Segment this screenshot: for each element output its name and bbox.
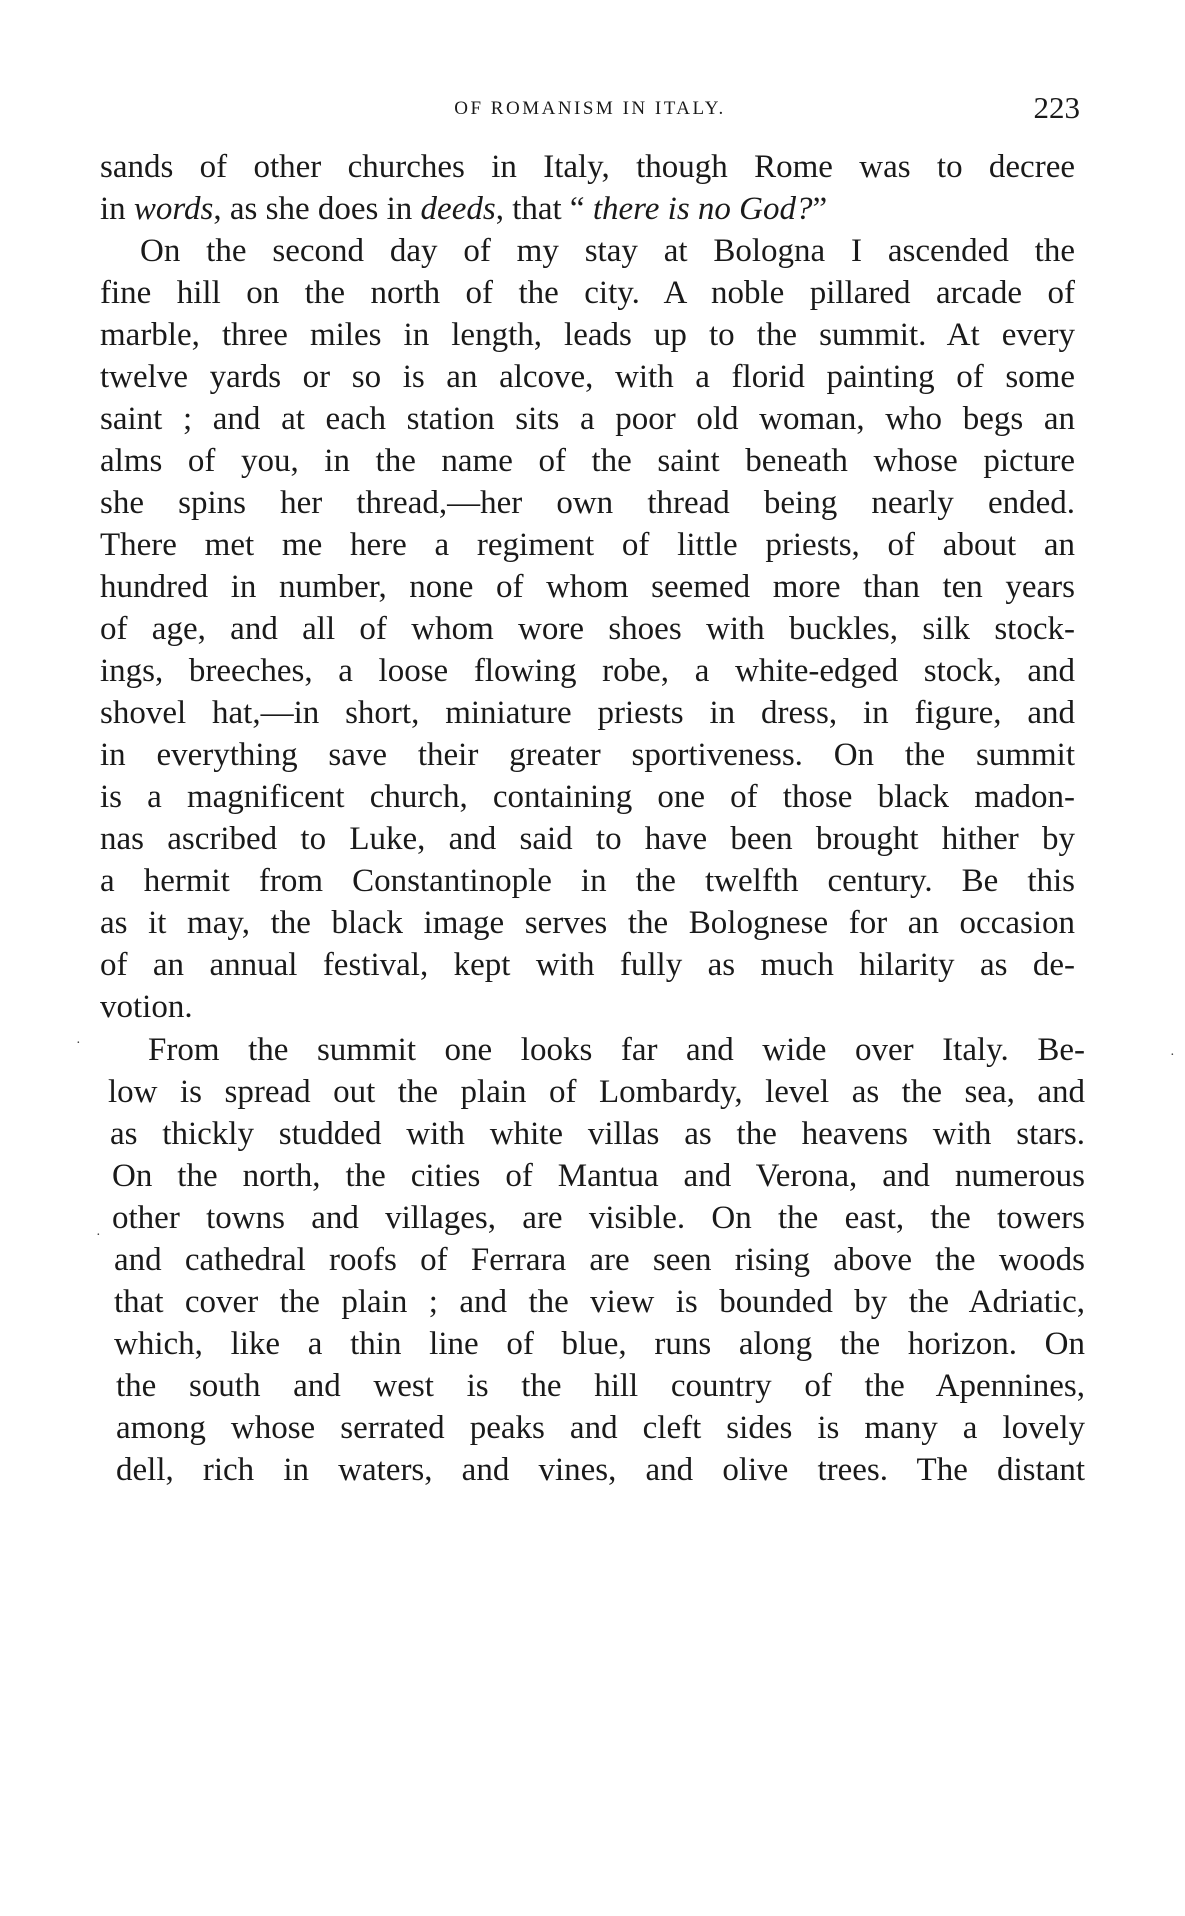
print-speck: · [76, 1036, 81, 1051]
italic-text: deeds [420, 191, 496, 227]
text-line: of an annual festival, kept with fully as much hilarity as de- [100, 947, 1075, 983]
text-line: that cover the plain ; and the view is bounded by the Adriatic, [114, 1284, 1085, 1320]
text-line: From the summit one looks far and wide over Italy. Be- [148, 1032, 1085, 1068]
text-line: among whose serrated peaks and cleft sides is many a lovely [116, 1410, 1085, 1446]
text-line [100, 189, 1075, 229]
text-line: and cathedral roofs of Ferrara are seen rising above the woods [114, 1242, 1085, 1278]
text-line: There met me here a regiment of little priests, of about an [100, 527, 1075, 563]
text-line: On the second day of my stay at Bologna I ascended the [140, 233, 1075, 269]
text-line: is a magnificent church, containing one of those black madon- [100, 779, 1075, 815]
text-line: sands of other churches in Italy, though Rome was to decree [100, 149, 1075, 185]
text-line: she spins her thread,—her own thread being nearly ended. [100, 485, 1075, 521]
text-line: fine hill on the north of the city. A noble pillared arcade of [100, 275, 1075, 311]
text-line: of age, and all of whom wore shoes with buckles, silk stock- [100, 611, 1075, 647]
text-line: low is spread out the plain of Lombardy, level as the sea, and [108, 1074, 1085, 1110]
text-line: saint ; and at each station sits a poor old woman, who begs an [100, 401, 1075, 437]
text-line: in everything save their greater sportiveness. On the summit [100, 737, 1075, 773]
text-line: as it may, the black image serves the Bolognese for an occasion [100, 905, 1075, 941]
running-head: OF ROMANISM IN ITALY. [454, 98, 726, 119]
text-line: as thickly studded with white villas as the heavens with stars. [110, 1116, 1085, 1152]
text-line: shovel hat,—in short, miniature priests in dress, in figure, and [100, 695, 1075, 731]
text-line: other towns and villages, are visible. On the east, the towers [112, 1200, 1085, 1236]
text-line: hundred in number, none of whom seemed more than ten years [100, 569, 1075, 605]
text-line: twelve yards or so is an alcove, with a florid painting of some [100, 359, 1075, 395]
text-line: On the north, the cities of Mantua and Verona, and numerous [112, 1158, 1085, 1194]
italic-text: words [133, 191, 214, 227]
text-run: , as she does in [213, 191, 421, 227]
text-line: marble, three miles in length, leads up to the summit. At every [100, 317, 1075, 353]
print-speck: · [1170, 1048, 1175, 1063]
text-line: dell, rich in waters, and vines, and olive trees. The distant [116, 1452, 1085, 1488]
text-line: nas ascribed to Luke, and said to have been brought hither by [100, 821, 1075, 857]
text-run: , that “ [495, 191, 593, 227]
text-line: ings, breeches, a loose flowing robe, a white-edged stock, and [100, 653, 1075, 689]
text-line: which, like a thin line of blue, runs along the horizon. On [114, 1326, 1085, 1362]
italic-text: there is no God? [592, 191, 813, 227]
page-number: 223 [1033, 90, 1080, 125]
page-header [100, 90, 1080, 130]
text-run: ” [812, 191, 828, 227]
text-run: in [100, 191, 134, 227]
text-line: a hermit from Constantinople in the twelfth century. Be this [100, 863, 1075, 899]
print-speck: · [96, 1228, 101, 1243]
text-line: alms of you, in the name of the saint beneath whose picture [100, 443, 1075, 479]
text-line: the south and west is the hill country of the Apennines, [116, 1368, 1085, 1404]
text-line: votion. [100, 989, 193, 1025]
